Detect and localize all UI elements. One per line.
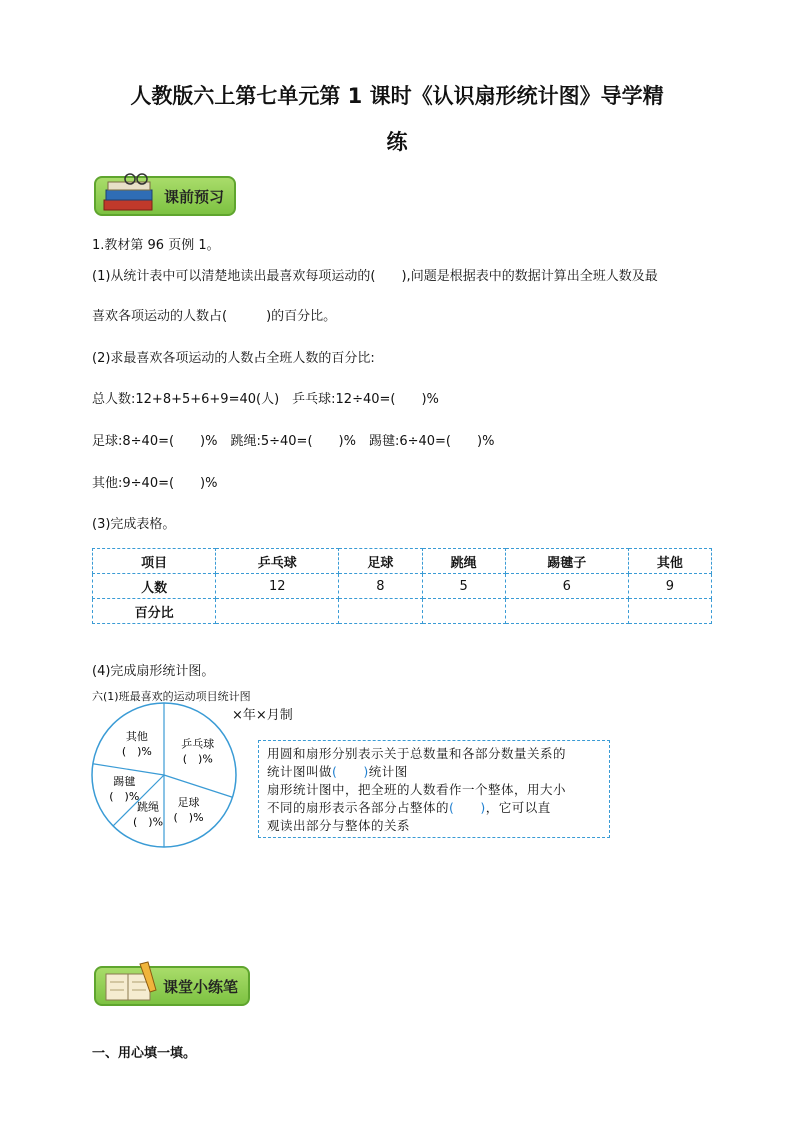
table-header-cell: 其他: [628, 549, 711, 574]
pie-slice-label: 足球: [177, 795, 200, 809]
books-icon: [100, 170, 162, 216]
preview-line-4: (2)求最喜欢各项运动的人数占全班人数的百分比:: [92, 351, 375, 366]
preview-banner-label: 课前预习: [163, 188, 224, 206]
note-text: 观读出部分与整体的关系: [267, 818, 411, 833]
preview-line-5: 总人数:12+8+5+6+9=40(人) 乒乓球:12÷40=( )%: [92, 392, 439, 407]
pie-slice-percent: ( )%: [182, 752, 213, 766]
table-header-cell: 足球: [339, 549, 422, 574]
table-header-cell: 踢毽子: [505, 549, 628, 574]
table-cell: 5: [422, 574, 505, 599]
table-cell: 人数: [93, 574, 216, 599]
sports-table: [92, 548, 712, 624]
note-text: 不同的扇形表示各部分占整体的: [267, 800, 450, 815]
preview-line-2: (1)从统计表中可以清楚地读出最喜欢每项运动的( ),问题是根据表中的数据计算出全班人数及最: [92, 269, 658, 284]
note-text: 扇形统计图中，把全班的人数看作一个整体，用大小: [267, 782, 567, 797]
table-cell: 9: [628, 574, 711, 599]
preview-line-7: 其他:9÷40=( )%: [92, 476, 218, 491]
table-header-cell: 项目: [93, 549, 216, 574]
note-text: 用圆和扇形分别表示关于总数量和各部分数量关系的: [267, 746, 567, 761]
doc-title-line1: 人教版六上第七单元第 1 课时《认识扇形统计图》导学精: [130, 84, 664, 108]
preview-line-9: (4)完成扇形统计图。: [92, 664, 215, 679]
table-cell[interactable]: [339, 599, 422, 624]
preview-banner: [94, 176, 236, 216]
table-cell[interactable]: [422, 599, 505, 624]
preview-line-1: 1.教材第 96 页例 1。: [92, 238, 220, 253]
note-text: 统计图: [368, 764, 408, 779]
pie-slice-percent: ( )%: [109, 789, 140, 803]
practice-banner: [94, 966, 250, 1006]
preview-line-6: 足球:8÷40=( )% 跳绳:5÷40=( )% 踢毽:6÷40=( )%: [92, 434, 495, 449]
notebook-pencil-icon: [100, 960, 166, 1006]
table-cell: 12: [216, 574, 339, 599]
preview-line-8: (3)完成表格。: [92, 517, 176, 532]
pie-chart-date-note: ×年×月制: [232, 708, 293, 723]
pie-slice-label: 跳绳: [137, 800, 160, 814]
note-blank[interactable]: ( ): [332, 764, 369, 779]
pie-slice-label: 其他: [125, 730, 148, 744]
pie-chart-title: 六(1)班最喜欢的运动项目统计图: [92, 690, 251, 703]
pie-slice-percent: ( )%: [173, 810, 204, 824]
practice-banner-label: 课堂小练笔: [162, 978, 238, 996]
pie-slice-label: 乒乓球: [181, 737, 215, 751]
table-cell: 6: [505, 574, 628, 599]
section-heading: 一、用心填一填。: [92, 1046, 197, 1061]
preview-line-3: 喜欢各项运动的人数占( )的百分比。: [92, 309, 337, 324]
note-text: 统计图叫做: [267, 764, 333, 779]
table-row: [93, 574, 712, 599]
table-header-cell: 跳绳: [422, 549, 505, 574]
definition-note: [258, 740, 610, 838]
table-cell[interactable]: [505, 599, 628, 624]
table-cell[interactable]: [216, 599, 339, 624]
pie-slice-label: 踢毽: [113, 774, 136, 788]
pie-slice-percent: ( )%: [121, 745, 152, 759]
note-text: ，它可以直: [485, 800, 551, 815]
pie-chart: [86, 700, 246, 850]
table-cell[interactable]: [628, 599, 711, 624]
table-header-cell: 乒乓球: [216, 549, 339, 574]
table-row: [93, 599, 712, 624]
note-blank[interactable]: ( ): [449, 800, 486, 815]
table-row: [93, 549, 712, 574]
doc-title-line2: 练: [386, 130, 408, 154]
pie-slice-percent: ( )%: [132, 815, 164, 829]
table-cell: 百分比: [93, 599, 216, 624]
table-cell: 8: [339, 574, 422, 599]
